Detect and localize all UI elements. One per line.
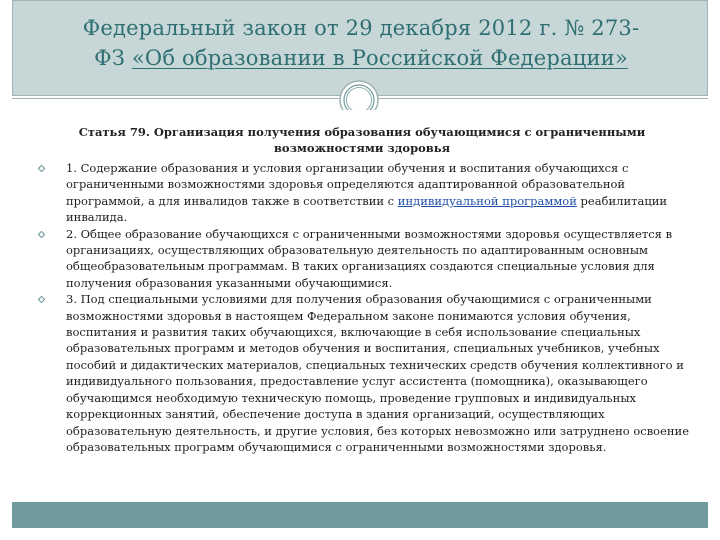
title-line-2	[13, 43, 709, 73]
item-text: 2. Общее образование обучающихся с ограниченными возможностями здоровья осуществляется в организациях, осуществляющих образовательную деятельность по адаптированным основным общеобразовательным программам. В таких организациях создаются специальные условия для получения образования указанными обучающимися.	[66, 226, 673, 290]
footer-bar	[12, 502, 708, 528]
list-item	[18, 291, 702, 455]
article-heading: Статья 79. Организация получения образования обучающимися с ограниченными возможностями здоровья	[78, 125, 646, 155]
content-area	[12, 110, 708, 502]
list-item	[18, 226, 702, 292]
item-text-end: реабилитации инвалида.	[66, 193, 668, 225]
item-text: 1. Содержание образования и условия организации обучения и воспитания обучающихся с ограниченными возможностями здоровья определяются адаптированной образовательной программой, а для инвалидов также в соответствии с	[66, 161, 629, 208]
title-line-2-prefix: ФЗ	[94, 46, 132, 70]
hollow-diamond-bullet-icon	[38, 296, 45, 303]
individual-program-link[interactable]: индивидуальной программой	[397, 193, 577, 208]
item-text: 3. Под специальными условиями для получения образования обучающимися с ограниченными возможностями здоровья в настоящем Федеральном законе понимаются условия обучения, воспитания и развития таких обучающихся, включающие в себя использование специальных образовательных программ и методов обучения и воспитания, специальных учебников, учебных пособий и дидактических материалов, специальных технических средств обучения коллективного и индивидуального пользования, предоставление услуг ассистента (помощника), оказывающего обучающимся необходимую техническую помощь, проведение групповых и индивидуальных коррекционных занятий, обеспечение доступа в здания организаций, осуществляющих образовательную деятельность, и другие условия, без которых невозможно или затруднено освоение образовательных программ обучающимися с ограниченными возможностями здоровья.	[66, 292, 690, 454]
page-title	[13, 13, 709, 73]
hollow-diamond-bullet-icon	[38, 231, 45, 238]
hollow-diamond-bullet-icon	[38, 165, 45, 172]
article-list	[18, 160, 702, 455]
slide	[12, 0, 708, 540]
title-line-1: Федеральный закон от 29 декабря 2012 г. № 273-	[82, 16, 640, 40]
title-line-2-law-name: «Об образовании в Российской Федерации»	[131, 46, 628, 70]
list-item	[18, 160, 702, 226]
